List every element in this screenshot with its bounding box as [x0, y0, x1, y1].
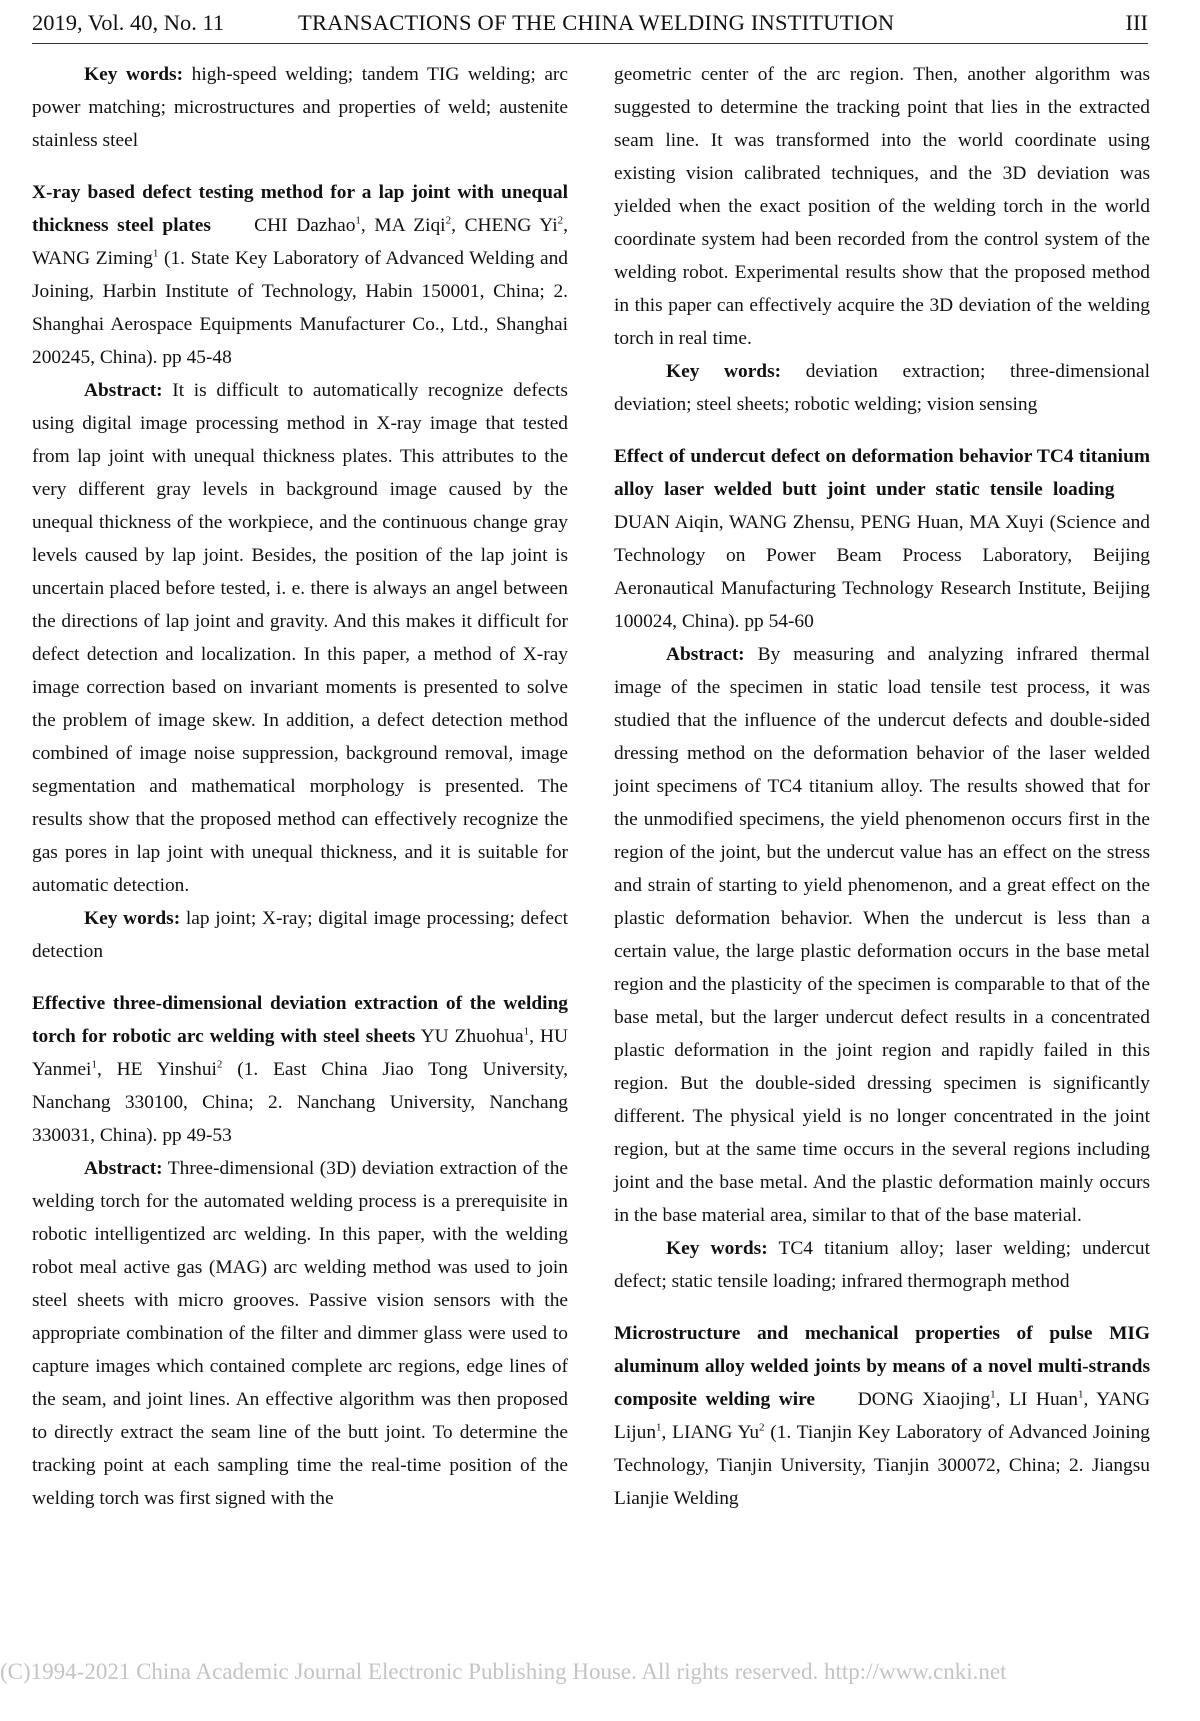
author: HU Yanmei [32, 1026, 568, 1080]
abstract-label: Abstract: [84, 1158, 163, 1179]
article-heading [614, 440, 1150, 638]
page-number: III [1125, 10, 1148, 35]
keywords-block [614, 1232, 1150, 1298]
author-affiliation-mark: 1 [523, 1025, 530, 1038]
author: MA Ziqi [374, 215, 446, 236]
copyright-watermark: (C)1994-2021 China Academic Journal Electronic Publishing House. All rights reserved. http://www.cnki.net [0, 1659, 1007, 1684]
author: LI Huan [1009, 1389, 1078, 1410]
left-column [32, 58, 568, 1515]
keywords-text: deviation extraction; three-dimensional deviation; steel sheets; robotic welding; vision sensing [614, 361, 1150, 415]
author-affiliation-mark: 1 [355, 214, 361, 227]
author-affiliation-mark: 2 [216, 1058, 223, 1071]
keywords-label: Key words: [666, 1238, 768, 1259]
header-rule [32, 43, 1148, 44]
keywords-text: lap joint; X-ray; digital image processing; defect detection [32, 908, 568, 962]
keywords-block [614, 355, 1150, 421]
author: WANG Ziming [32, 248, 153, 269]
author-affiliation-mark: 1 [152, 247, 159, 260]
journal-title: TRANSACTIONS OF THE CHINA WELDING INSTITUTION [298, 10, 895, 35]
article-title: Effect of undercut defect on deformation behavior TC4 titanium alloy laser welded butt joint under static tensile loading [614, 446, 1150, 500]
author: HE Yinshui [116, 1059, 217, 1080]
running-header [32, 8, 1148, 42]
keywords-block [32, 58, 568, 157]
author-affiliation-mark: 1 [91, 1058, 97, 1071]
affiliation: (Science and Technology on Power Beam Process Laboratory, Beijing Aeronautical Manufacturing Technology Research Institute, Beijing 100024, China). pp 54-60 [614, 512, 1150, 632]
author: CHENG Yi [464, 215, 558, 236]
keywords-label: Key words: [84, 908, 181, 929]
abstract-block [32, 374, 568, 902]
affiliation: (1. Tianjin Key Laboratory of Advanced Joining Technology, Tianjin University, Tianjin 300072, China; 2. Jiangsu Lianjie Welding [614, 1422, 1150, 1509]
author-affiliation-mark: 1 [656, 1421, 662, 1434]
abstract-label: Abstract: [666, 644, 745, 665]
abstract-label: Abstract: [84, 380, 163, 401]
article-title: Effective three-dimensional deviation extraction of the welding torch for robotic arc welding with steel sheets [32, 993, 568, 1047]
abstract-block [32, 1152, 568, 1515]
article-heading: Effective three-dimensional deviation extraction of the welding torch for robotic arc welding with steel sheets YU Zhuohua$^1$, HU Yanmei$^1$, HE Yinshui$^2$ (1. East China Jiao Tong University, Nanchang 330100, China; 2. Nanchang University, Nanchang 330031, China). pp 49-53 [32, 993, 568, 1146]
keywords-text: TC4 titanium alloy; laser welding; undercut defect; static tensile loading; infrared thermograph method [614, 1238, 1151, 1292]
author: LIANG Yu [672, 1422, 760, 1443]
author-affiliation-mark: 2 [759, 1421, 765, 1434]
abstract-text: Three-dimensional (3D) deviation extraction of the welding torch for the automated welding process is a prerequisite in robotic intelligentized arc welding. In this paper, with the welding robot meal active gas (MAG) arc welding method was used to join steel sheets with micro grooves. Passive vision sensors with the appropriate combination of the filter and dimmer glass were used to capture images which contained complete arc regions, edge lines of the seam, and joint lines. An effective algorithm was then proposed to directly extract the seam line of the butt joint. To determine the tracking point at each sampling time the real-time position of the welding torch was first signed with the [32, 1158, 568, 1509]
author-affiliation-mark: 2 [445, 214, 452, 227]
journal-issue: 2019, Vol. 40, No. 11 [32, 10, 225, 35]
author-affiliation-mark: 1 [1077, 1388, 1084, 1401]
abstract-block [614, 638, 1150, 1232]
article-heading: Microstructure and mechanical properties of pulse MIG aluminum alloy welded joints by means of a novel multi-strands composite welding wire DONG Xiaojing$^1$, LI Huan$^1$, YANG Lijun$^1$, LIANG Yu$^2$ (1. Tianjin Key Laboratory of Advanced Joining Technology, Tianjin University, Tianjin 300072, China; 2. Jiangsu Lianjie Welding [614, 1323, 1150, 1509]
article-title: Microstructure and mechanical properties of pulse MIG aluminum alloy welded joints by means of a novel multi-strands composite welding wire [614, 1323, 1150, 1410]
article-title: X-ray based defect testing method for a lap joint with unequal thickness steel plates [32, 182, 568, 236]
author-affiliation-mark: 2 [557, 214, 564, 227]
article-heading: X-ray based defect testing method for a lap joint with unequal thickness steel plates CHI Dazhao$^1$, MA Ziqi$^2$, CHENG Yi$^2$, WANG Ziming$^1$ (1. State Key Laboratory of Advanced Welding and Joining, Harbin Institute of Technology, Habin 150001, China; 2. Shanghai Aerospace Equipments Manufacturer Co., Ltd., Shanghai 200245, China). pp 45-48 [32, 182, 568, 368]
abstract-text: By measuring and analyzing infrared thermal image of the specimen in static load tensile test process, it was studied that the influence of the undercut defects and double-sided dressing method on the deformation behavior of the laser welded joint specimens of TC4 titanium alloy. The results showed that for the unmodified specimens, the yield phenomenon occurs first in the region of the joint, but the undercut value has an effect on the stress and strain of starting to yield phenomenon, and a great effect on the plastic deformation behavior. When the undercut is less than a certain value, the large plastic deformation occurs in the base metal region and the plasticity of the specimen is comparable to that of the base metal, but the larger undercut defect results in a concentrated plastic deformation in the joint region and rapidly failed in this region. But the double-sided dressing specimen is significantly different. The physical yield is no longer concentrated in the joint region, but at the same time occurs in the several regions including joint and the base metal. And the plastic deformation mainly occurs in the base material area, similar to that of the base material. [614, 644, 1150, 1226]
author: DONG Xiaojing [857, 1389, 991, 1410]
authors: DUAN Aiqin, WANG Zhensu, PENG Huan, MA Xuyi [614, 512, 1044, 533]
abstract-text: It is difficult to automatically recognize defects using digital image processing method in X-ray image that tested from lap joint with unequal thickness plates. This attributes to the very different gray levels in background image caused by the unequal thickness of the workpiece, and the continuous change gray levels caused by lap joint. Besides, the position of the lap joint is uncertain placed before tested, i. e. there is always an angel between the directions of lap joint and gravity. And this makes it difficult for defect detection and localization. In this paper, a method of X-ray image correction based on invariant moments is presented to solve the problem of image skew. In addition, a defect detection method combined of image noise suppression, background removal, image segmentation and mathematical morphology is presented. The results show that the proposed method can effectively recognize the gas pores in lap joint with unequal thickness, and it is suitable for automatic detection. [32, 380, 568, 896]
author-affiliation-mark: 1 [990, 1388, 996, 1401]
affiliation: (1. State Key Laboratory of Advanced Welding and Joining, Harbin Institute of Technology, Habin 150001, China; 2. Shanghai Aerospace Equipments Manufacturer Co., Ltd., Shanghai 200245, China). pp 45-48 [32, 248, 568, 368]
affiliation: (1. East China Jiao Tong University, Nanchang 330100, China; 2. Nanchang University, Nanchang 330031, China). pp 49-53 [32, 1059, 568, 1146]
keywords-label: Key words: [84, 64, 184, 85]
keywords-label: Key words: [666, 361, 782, 382]
right-column [614, 58, 1150, 1515]
abstract-continuation: geometric center of the arc region. Then, another algorithm was suggested to determine the tracking point that lies in the extracted seam line. It was transformed into the world coordinate using existing vision calibrated techniques, and the 3D deviation was yielded when the exact position of the welding torch in the world coordinate system had been recorded from the control system of the welding robot. Experimental results show that the proposed method in this paper can effectively acquire the 3D deviation of the welding torch in real time. [614, 64, 1150, 349]
keywords-text: high-speed welding; tandem TIG welding; arc power matching; microstructures and properties of weld; austenite stainless steel [32, 64, 569, 151]
author: YANG Lijun [614, 1389, 1150, 1443]
keywords-block [32, 902, 568, 968]
author: YU Zhuohua [420, 1026, 524, 1047]
author: CHI Dazhao [254, 215, 356, 236]
